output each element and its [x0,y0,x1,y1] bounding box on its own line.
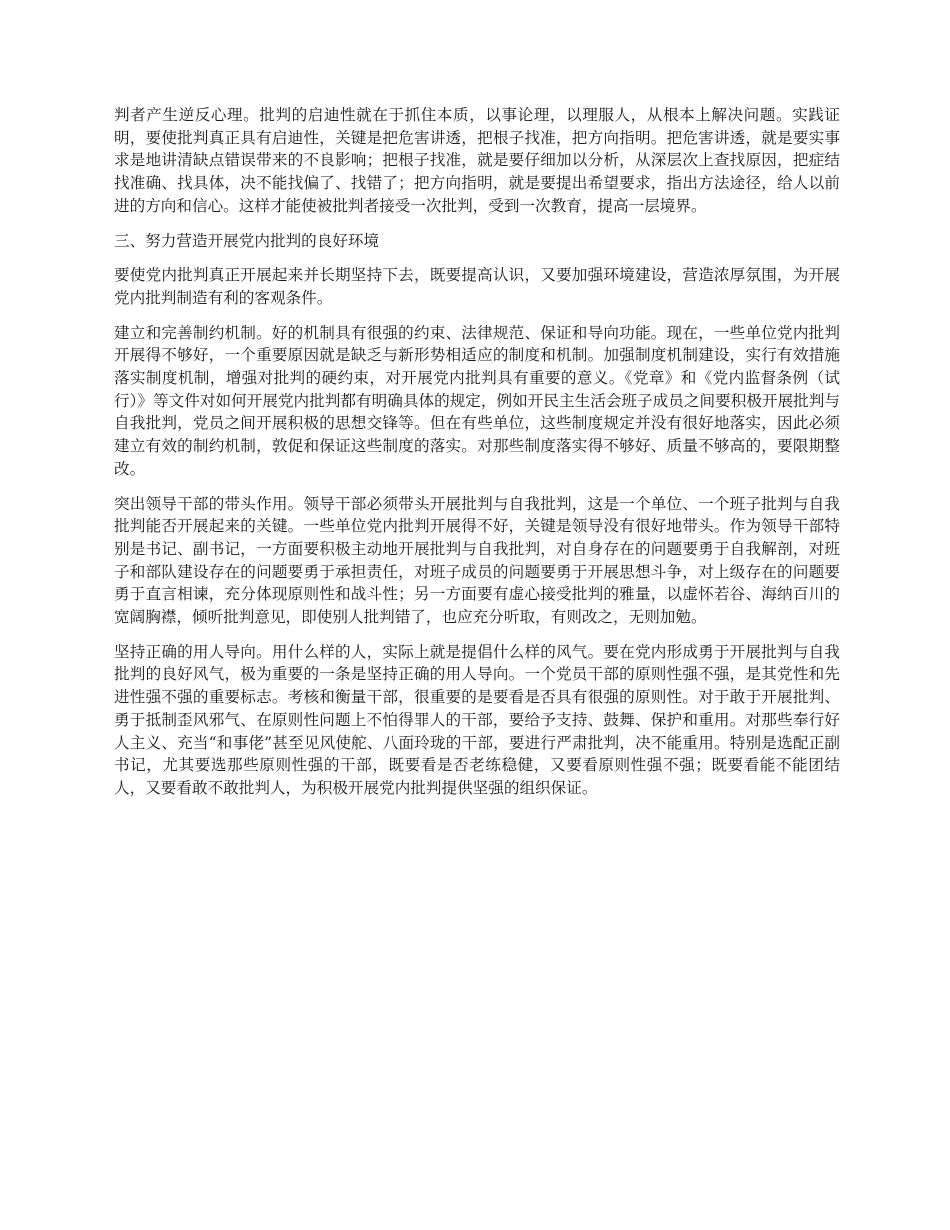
document-page [114,104,840,812]
paragraph-leadership: 突出领导干部的带头作用。领导干部必须带头开展批判与自我批判，这是一个单位、一个班子批判与自我批判能否开展起来的关键。一些单位党内批判开展得不好，关键是领导没有很好地带头。作为领导干部特别是书记、副书记，一方面要积极主动地开展批判与自我批判，对自身存在的问题要勇于自我解剖，对班子和部队建设存在的问题要勇于承担责任，对班子成员的问题要勇于开展思想斗争，对上级存在的问题要勇于直言相谏，充分体现原则性和战斗性；另一方面要有虚心接受批判的雅量，以虚怀若谷、海纳百川的宽阔胸襟，倾听批判意见，即使别人批判错了，也应充分听取，有则改之，无则加勉。 [114,494,840,627]
section-heading: 三、努力营造开展党内批判的良好环境 [114,231,380,250]
paragraph-mechanism: 建立和完善制约机制。好的机制具有很强的约束、法律规范、保证和导向功能。现在，一些单位党内批判开展得不够好，一个重要原因就是缺乏与新形势相适应的制度和机制。加强制度机制建设，实行有效措施落实制度机制，增强对批判的硬约束，对开展党内批判具有重要的意义。《党章》和《党内监督条例（试行）》等文件对如何开展党内批判都有明确具体的规定，例如开民主生活会班子成员之间要积极开展批判与自我批判，党员之间开展积极的思想交锋等。但在有些单位，这些制度规定并没有很好地落实，因此必须建立有效的制约机制，敦促和保证这些制度的落实。对那些制度落实得不够好、质量不够高的，要限期整改。 [114,323,840,478]
paragraph-appointment: 坚持正确的用人导向。用什么样的人，实际上就是提倡什么样的风气。要在党内形成勇于开展批判与自我批判的良好风气，极为重要的一条是坚持正确的用人导向。一个党员干部的原则性强不强，是其党性和先进性强不强的重要标志。考核和衡量干部，很重要的是要看是否具有很强的原则性。对于敢于开展批判、勇于抵制歪风邪气、在原则性问题上不怕得罪人的干部，要给予支持、鼓舞、保护和重用。对那些奉行好人主义、充当“和事佬”甚至见风使舵、八面玲珑的干部，要进行严肃批判，决不能重用。特别是选配正副书记，尤其要选那些原则性强的干部，既要看是否老练稳健，又要看原则性强不强；既要看能不能团结人，又要看敢不敢批判人，为积极开展党内批判提供坚强的组织保证。 [114,642,840,797]
paragraph-continuation: 判者产生逆反心理。批判的启迪性就在于抓住本质，以事论理，以理服人，从根本上解决问题。实践证明，要使批判真正具有启迪性，关键是把危害讲透，把根子找准，把方向指明。把危害讲透，就是要实事求是地讲清缺点错误带来的不良影响；把根子找准，就是要仔细加以分析，从深层次上查找原因，把症结找准确、找具体，决不能找偏了、找错了；把方向指明，就是要提出希望要求，指出方法途径，给人以前进的方向和信心。这样才能使被批判者接受一次批判，受到一次教育，提高一层境界。 [114,106,840,215]
paragraph-intro: 要使党内批判真正开展起来并长期坚持下去，既要提高认识，又要加强环境建设，营造浓厚氛围，为开展党内批判制造有利的客观条件。 [114,266,840,307]
